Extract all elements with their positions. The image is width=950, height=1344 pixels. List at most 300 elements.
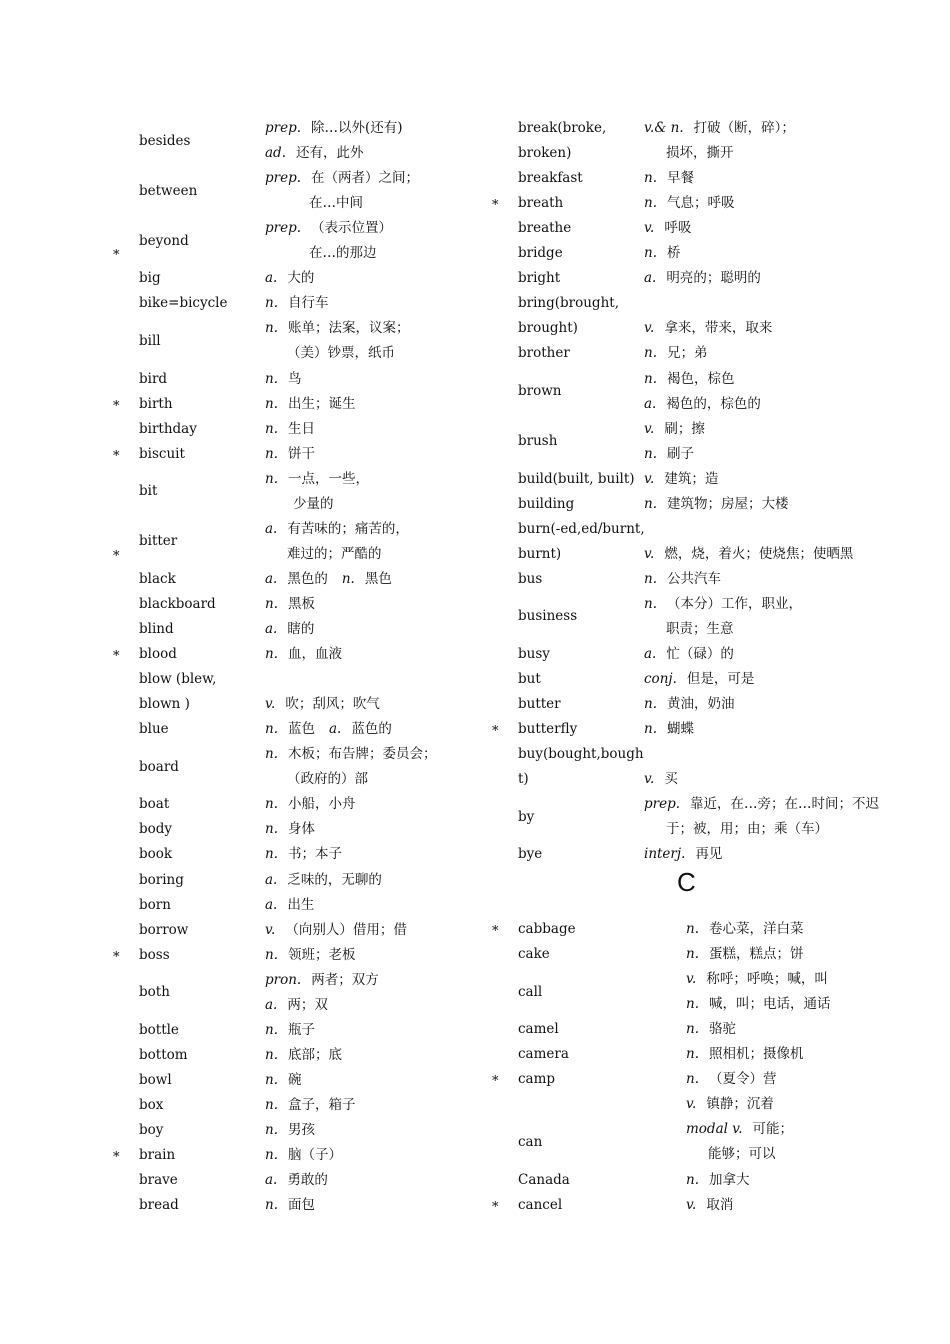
meaning-text: 脑（子） — [288, 1147, 342, 1164]
definition-line — [644, 817, 879, 842]
definition-line — [265, 542, 409, 567]
part-of-speech: n. — [265, 295, 278, 312]
headword — [139, 893, 171, 918]
meaning-text: 勇敢的 — [287, 1172, 328, 1189]
headword — [139, 266, 161, 291]
definition — [644, 191, 735, 216]
meaning-text: 称呼；呼唤；喊，叫 — [706, 971, 828, 988]
headword-line: brave — [139, 1172, 178, 1189]
headword — [139, 329, 161, 354]
meaning-text: 出生；诞生 — [288, 395, 356, 412]
headword-line: body — [139, 821, 173, 838]
meaning-text: 血，血液 — [288, 646, 342, 663]
definition — [686, 942, 804, 967]
definition-line — [265, 792, 356, 817]
headword-line: by — [518, 808, 535, 825]
headword-line: building — [518, 495, 575, 512]
definition — [644, 467, 718, 492]
meaning-text: 靠近，在…旁；在…时间；不迟 — [690, 796, 880, 813]
headword-line: born — [139, 896, 171, 913]
part-of-speech: n. — [265, 1197, 278, 1214]
part-of-speech: n. — [644, 370, 657, 387]
headword-line: bright — [518, 270, 561, 287]
definition-line — [265, 868, 382, 893]
meaning-text: 早餐 — [667, 170, 694, 187]
headword-line: butterfly — [518, 721, 578, 738]
part-of-speech: n. — [644, 495, 657, 512]
definition — [265, 868, 382, 893]
definition-line — [686, 1193, 733, 1218]
part-of-speech: a. — [265, 1172, 278, 1189]
part-of-speech: prep. — [644, 796, 681, 813]
definition-line — [686, 1142, 793, 1167]
definition-line — [644, 467, 718, 492]
part-of-speech: n. — [265, 420, 278, 437]
part-of-speech: pron. — [265, 971, 302, 988]
headword — [518, 642, 550, 667]
headword — [518, 1042, 569, 1067]
headword-line: brought) — [518, 320, 578, 337]
definition — [644, 517, 853, 567]
headword — [139, 129, 190, 154]
meaning-text: 男孩 — [288, 1122, 315, 1138]
headword-line: bird — [139, 370, 168, 387]
definition-line — [644, 617, 802, 642]
definition-line — [686, 1067, 777, 1092]
definition — [686, 1092, 793, 1167]
part-of-speech: n. — [265, 796, 278, 813]
part-of-speech: n. — [644, 195, 657, 212]
meaning-text: 能够；可以 — [708, 1146, 776, 1163]
part-of-speech: v. — [644, 420, 655, 437]
definition-line — [644, 417, 705, 442]
definition-line — [265, 767, 437, 792]
part-of-speech: n. — [265, 1096, 278, 1113]
part-of-speech: ad. — [265, 145, 286, 161]
definition — [265, 1168, 328, 1193]
meaning-text: 书；本子 — [288, 846, 342, 863]
star-marker: * — [113, 949, 120, 965]
headword — [139, 755, 179, 780]
definition — [265, 1093, 356, 1118]
meaning-text: 难过的；严酷的 — [287, 545, 382, 562]
part-of-speech: interj. — [644, 846, 686, 863]
definition-line — [265, 341, 410, 366]
headword — [139, 842, 172, 867]
part-of-speech: n. — [644, 570, 657, 587]
headword-line: breath — [518, 195, 564, 212]
definition — [265, 517, 409, 567]
meaning-text: 饼干 — [288, 445, 315, 462]
definition-line — [265, 592, 315, 617]
meaning-text: 刷；擦 — [664, 420, 705, 437]
headword-line: bit — [139, 483, 158, 500]
definition-line — [644, 667, 754, 692]
definition-line — [686, 1168, 750, 1193]
meaning-text: 呼吸 — [664, 220, 692, 237]
definition — [644, 742, 678, 792]
definition — [644, 692, 735, 717]
meaning-text: 账单；法案，议案； — [288, 320, 410, 337]
part-of-speech: v. — [686, 1196, 697, 1213]
star-marker: * — [492, 1074, 499, 1090]
headword-line: burnt) — [518, 545, 562, 562]
headword — [139, 417, 197, 442]
definition-line — [265, 392, 356, 417]
definition-line — [686, 992, 831, 1017]
star-marker: * — [113, 448, 120, 464]
headword-line: breakfast — [518, 170, 583, 187]
part-of-speech: n. — [644, 721, 657, 738]
headword — [518, 1067, 555, 1092]
headword-line: boat — [139, 796, 170, 813]
headword — [518, 567, 542, 592]
headword — [139, 1118, 163, 1143]
headword-line: board — [139, 758, 179, 775]
definition-line — [265, 993, 379, 1018]
definition-line — [686, 917, 804, 942]
headword — [139, 529, 177, 554]
headword — [518, 341, 570, 366]
meaning-text: （政府的）部 — [287, 771, 368, 788]
definition — [265, 291, 329, 316]
meaning-text: 吹；刮风；吹气 — [285, 696, 380, 713]
headword-line: blue — [139, 721, 169, 738]
definition — [644, 492, 789, 517]
headword-line: bottom — [139, 1046, 188, 1063]
headword — [518, 917, 576, 942]
definition-line — [644, 392, 761, 417]
definition — [265, 467, 369, 517]
definition-line — [265, 692, 380, 717]
meaning-text: 褐色的，棕色的 — [666, 395, 761, 412]
part-of-speech: v. — [644, 220, 655, 237]
meaning-text: （美）钞票，纸币 — [287, 345, 395, 362]
part-of-speech: n. — [686, 946, 699, 963]
definition — [265, 1018, 315, 1043]
definition-line — [686, 942, 804, 967]
definition — [265, 442, 315, 467]
definition — [265, 893, 314, 918]
definition-line — [644, 792, 879, 817]
headword-line: camp — [518, 1071, 556, 1088]
headword-line: biscuit — [139, 445, 185, 462]
headword — [139, 567, 176, 592]
headword-line: boy — [139, 1122, 164, 1138]
definition-line — [644, 517, 853, 542]
headword-line: Canada — [518, 1171, 570, 1188]
part-of-speech: a. — [265, 871, 278, 888]
meaning-text: 蓝色的 — [351, 721, 392, 738]
headword — [139, 1168, 178, 1193]
star-marker: * — [113, 649, 120, 665]
part-of-speech: n. — [265, 1147, 278, 1164]
definition-line — [265, 517, 409, 542]
definition — [265, 817, 315, 842]
definition — [644, 567, 721, 592]
definition — [686, 1193, 733, 1218]
headword — [518, 1193, 562, 1218]
part-of-speech: v. — [265, 921, 276, 938]
part-of-speech: n. — [644, 345, 657, 362]
headword — [139, 1193, 179, 1218]
headword-line: can — [518, 1133, 543, 1150]
meaning-text: 取消 — [706, 1196, 734, 1213]
headword — [139, 943, 170, 968]
definition-line — [265, 116, 403, 141]
headword — [518, 291, 619, 341]
definition-line — [265, 241, 392, 266]
headword-line: bridge — [518, 245, 563, 262]
headword — [139, 717, 169, 742]
headword-line: big — [139, 270, 161, 287]
headword-line: butter — [518, 696, 561, 713]
definition-line — [265, 617, 314, 642]
headword — [518, 805, 534, 830]
meaning-text: 面包 — [288, 1197, 315, 1214]
headword-line: black — [139, 570, 176, 587]
headword — [139, 291, 227, 316]
definition-line — [265, 817, 315, 842]
headword-line: boring — [139, 871, 184, 888]
meaning-text: 建筑；造 — [664, 470, 719, 487]
definition — [265, 1143, 342, 1168]
definition-line — [265, 842, 342, 867]
headword-line: break(broke, — [518, 120, 607, 136]
meaning-text: 盒子，箱子 — [288, 1096, 356, 1113]
meaning-text: 拿来，带来，取来 — [664, 320, 773, 337]
headword — [518, 116, 606, 166]
definition — [644, 216, 691, 241]
headword — [139, 980, 170, 1005]
headword-line: box — [139, 1096, 164, 1113]
headword-line: camel — [518, 1021, 559, 1038]
headword-line: brush — [518, 433, 558, 450]
part-of-speech: n. — [644, 696, 657, 713]
meaning-text: 自行车 — [288, 295, 329, 312]
definition — [265, 316, 410, 366]
definition-line — [265, 442, 315, 467]
definition — [265, 918, 407, 943]
definition-line — [265, 742, 437, 767]
meaning-text: 再见 — [695, 846, 723, 863]
headword-line: bread — [139, 1197, 179, 1214]
definition-line — [644, 116, 795, 141]
definition — [265, 1193, 315, 1218]
definition-line — [265, 1193, 315, 1218]
definition — [265, 392, 356, 417]
definition-line — [265, 191, 419, 216]
headword-line: camera — [518, 1046, 569, 1063]
definition-line — [265, 1143, 342, 1168]
part-of-speech: a. — [265, 996, 278, 1013]
headword-line: blow (blew, — [139, 671, 217, 688]
part-of-speech: a. — [644, 646, 657, 663]
definition-line — [265, 417, 315, 442]
meaning-text: 在…的那边 — [309, 245, 377, 262]
definition — [265, 968, 379, 1018]
definition — [265, 943, 356, 968]
star-marker: * — [492, 198, 499, 214]
meaning-text: 两；双 — [287, 996, 328, 1013]
headword-line: boss — [139, 946, 170, 963]
definition — [644, 341, 708, 366]
part-of-speech: a. — [644, 395, 657, 412]
part-of-speech: a. — [265, 570, 278, 587]
headword — [518, 492, 574, 517]
meaning-text: 损坏，撕开 — [666, 145, 734, 161]
meaning-text: 兄；弟 — [667, 345, 708, 362]
definition — [265, 617, 314, 642]
definition-line — [644, 592, 802, 617]
meaning-text: 燃，烧，着火；使烧焦；使晒黑 — [664, 545, 854, 562]
definition-line — [265, 316, 410, 341]
definition-line — [644, 291, 772, 316]
headword — [518, 266, 560, 291]
headword — [518, 1017, 559, 1042]
headword — [139, 592, 216, 617]
part-of-speech: n. — [686, 921, 699, 937]
definition — [265, 567, 392, 592]
headword — [139, 1068, 172, 1093]
definition-line — [265, 893, 314, 918]
headword-line: blackboard — [139, 595, 216, 612]
meaning-text: 刷子 — [667, 445, 694, 462]
headword-line: book — [139, 846, 173, 863]
star-marker: * — [113, 548, 120, 564]
definition-line — [644, 241, 681, 266]
meaning-text: 明亮的；聪明的 — [666, 270, 761, 287]
definition-line — [644, 642, 734, 667]
meaning-text: 生日 — [288, 420, 315, 437]
section-letter-c: C — [677, 867, 696, 897]
definition — [644, 166, 694, 191]
definition — [644, 592, 802, 642]
headword-line: cabbage — [518, 921, 576, 937]
headword-line: bye — [518, 846, 543, 863]
part-of-speech: n. — [265, 470, 278, 487]
meaning-text: 少量的 — [293, 495, 334, 512]
headword — [518, 717, 577, 742]
part-of-speech: a. — [265, 621, 278, 637]
part-of-speech: n. — [644, 595, 657, 612]
definition — [265, 216, 392, 266]
part-of-speech: v. — [644, 320, 655, 337]
definition-line — [265, 492, 369, 517]
meaning-text: 气息；呼吸 — [667, 195, 735, 212]
definition-line — [644, 692, 735, 717]
definition-line — [644, 442, 705, 467]
part-of-speech: n. — [265, 821, 278, 838]
meaning-text: 蛋糕，糕点；饼 — [709, 946, 804, 963]
definition-line — [265, 717, 392, 742]
definition — [265, 792, 356, 817]
star-marker: * — [113, 248, 120, 264]
part-of-speech: n. — [265, 1071, 278, 1088]
definition-line — [265, 467, 369, 492]
headword-line: but — [518, 671, 541, 688]
part-of-speech: n. — [686, 1171, 699, 1188]
definition — [686, 1042, 804, 1067]
part-of-speech: prep. — [265, 120, 302, 136]
definition-line — [686, 1042, 804, 1067]
headword — [518, 942, 550, 967]
meaning-text: 黄油，奶油 — [667, 696, 735, 713]
meaning-text: 卷心菜，洋白菜 — [709, 921, 804, 937]
definition-line — [265, 918, 407, 943]
part-of-speech: n. — [644, 445, 657, 462]
meaning-text: 领班；老板 — [288, 946, 356, 963]
definition-line — [265, 943, 356, 968]
part-of-speech: n. — [265, 320, 278, 337]
part-of-speech: v.& n. — [644, 120, 684, 136]
part-of-speech: n. — [265, 1021, 278, 1038]
meaning-text: 喊，叫；电话，通话 — [709, 996, 831, 1013]
meaning-text: 但是，可是 — [686, 671, 755, 688]
definition — [644, 642, 734, 667]
part-of-speech: v. — [644, 771, 655, 788]
part-of-speech: n. — [265, 1046, 278, 1063]
definition — [644, 667, 754, 692]
part-of-speech: prep. — [265, 170, 302, 187]
meaning-text: 黑色 — [364, 570, 392, 587]
meaning-text: 在（两者）之间； — [311, 170, 420, 187]
headword-line: broken) — [518, 145, 572, 161]
definition — [686, 917, 804, 942]
part-of-speech: a. — [329, 721, 342, 738]
headword — [139, 642, 177, 667]
meaning-text: 木板；布告牌；委员会； — [288, 746, 437, 763]
meaning-text: 在…中间 — [309, 195, 363, 212]
definition — [265, 166, 419, 216]
meaning-text: （向别人）借用；借 — [285, 921, 407, 938]
part-of-speech: conj. — [644, 671, 677, 688]
definition — [265, 842, 342, 867]
headword — [518, 667, 541, 692]
part-of-speech: v. — [686, 971, 697, 988]
meaning-text: 打破（断，碎）； — [693, 120, 795, 136]
headword-line: brother — [518, 345, 570, 362]
headword — [518, 842, 542, 867]
definition-line — [644, 341, 708, 366]
meaning-text: 可能； — [752, 1121, 794, 1138]
part-of-speech: prep. — [265, 220, 302, 237]
definition — [265, 642, 342, 667]
headword — [139, 479, 157, 504]
definition — [644, 367, 761, 417]
meaning-text: 加拿大 — [709, 1171, 750, 1188]
headword — [518, 166, 583, 191]
meaning-text: 乏味的，无聊的 — [287, 871, 382, 888]
headword — [139, 392, 173, 417]
meaning-text: 大的 — [287, 270, 315, 287]
definition-line — [644, 567, 721, 592]
headword — [518, 692, 561, 717]
part-of-speech: modal v. — [686, 1121, 743, 1138]
definition-line — [644, 492, 789, 517]
meaning-text: 碗 — [288, 1071, 302, 1088]
star-marker: * — [113, 398, 120, 414]
meaning-text: 有苦味的；痛苦的， — [287, 520, 409, 537]
meaning-text: 蓝色 — [288, 721, 315, 738]
part-of-speech: a. — [265, 896, 278, 913]
definition — [265, 667, 380, 717]
definition — [265, 116, 403, 166]
headword — [139, 179, 197, 204]
definition-line — [644, 717, 694, 742]
definition-line — [686, 1017, 736, 1042]
definition-line — [644, 842, 722, 867]
